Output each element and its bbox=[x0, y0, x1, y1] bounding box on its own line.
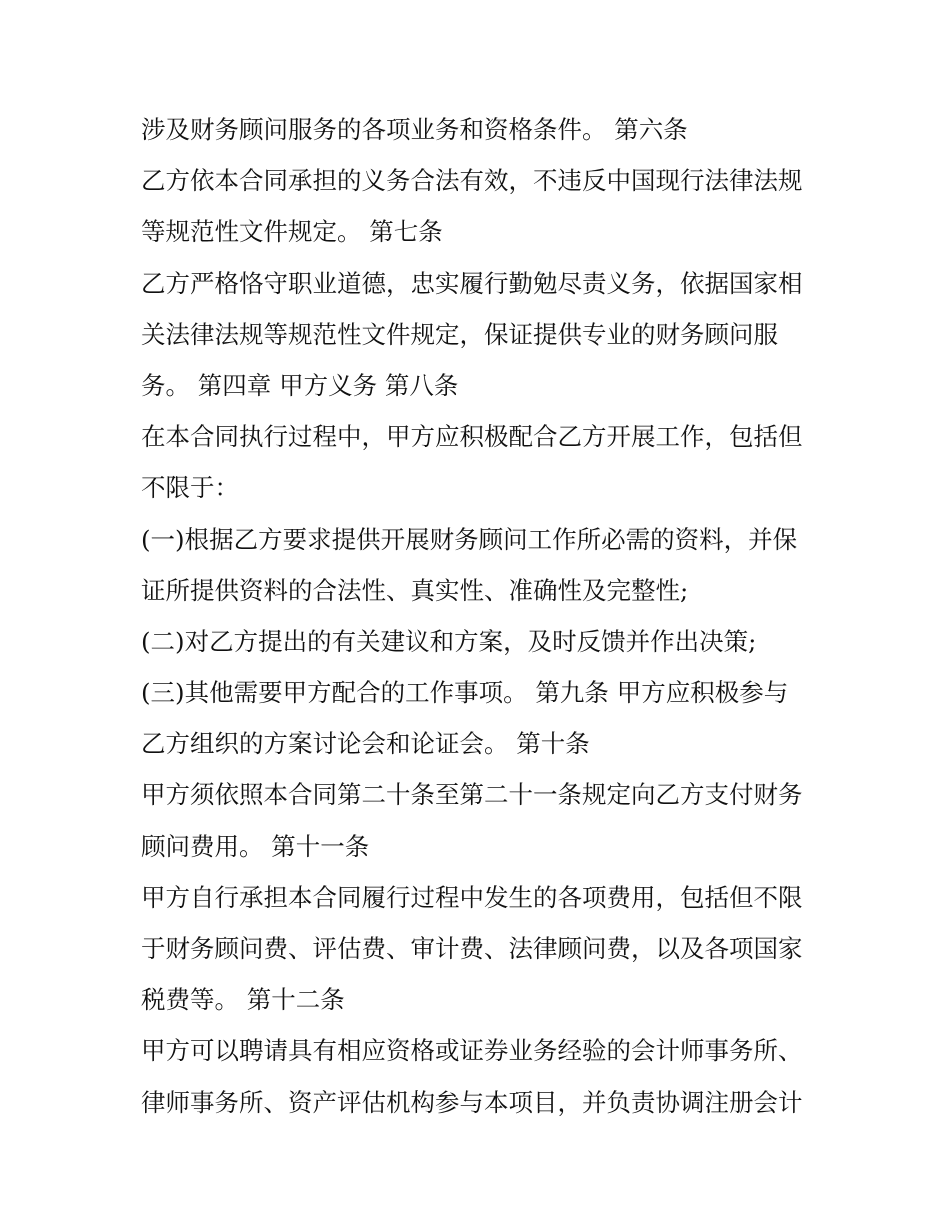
text-line: 于财务顾问费、评估费、审计费、法律顾问费，以及各项国家 bbox=[141, 934, 803, 963]
text-line: 不限于： bbox=[141, 473, 239, 503]
text-line: (一)根据乙方要求提供开展财务顾问工作所必需的资料，并保 bbox=[141, 524, 798, 554]
text-line: (三)其他需要甲方配合的工作事项。 第九条 甲方应积极参与 bbox=[141, 678, 789, 708]
text-line: (二)对乙方提出的有关建议和方案，及时反馈并作出决策; bbox=[141, 626, 757, 656]
text-line: 涉及财务顾问服务的各项业务和资格条件。 第六条 bbox=[141, 115, 688, 144]
text-line: 乙方组织的方案讨论会和论证会。 第十条 bbox=[141, 729, 590, 759]
text-line: 乙方依本合同承担的义务合法有效，不违反中国现行法律法规 bbox=[141, 166, 803, 196]
text-line: 甲方可以聘请具有相应资格或证券业务经验的会计师事务所、 bbox=[141, 1036, 803, 1066]
text-line: 顾问费用。 第十一条 bbox=[141, 831, 370, 861]
text-line: 律师事务所、资产评估机构参与本项目，并负责协调注册会计 bbox=[141, 1087, 803, 1117]
text-line: 在本合同执行过程中，甲方应积极配合乙方开展工作，包括但 bbox=[141, 422, 803, 452]
text-line: 证所提供资料的合法性、真实性、准确性及完整性; bbox=[141, 575, 689, 605]
text-line: 关法律法规等规范性文件规定，保证提供专业的财务顾问服 bbox=[141, 319, 778, 349]
text-line: 甲方须依照本合同第二十条至第二十一条规定向乙方支付财务 bbox=[141, 780, 803, 810]
text-line: 甲方自行承担本合同履行过程中发生的各项费用，包括但不限 bbox=[141, 882, 803, 912]
text-line: 税费等。 第十二条 bbox=[141, 985, 345, 1015]
text-line: 务。 第四章 甲方义务 第八条 bbox=[141, 370, 459, 400]
contract-text bbox=[141, 104, 841, 1128]
text-line: 等规范性文件规定。 第七条 bbox=[141, 217, 443, 247]
text-line: 乙方严格恪守职业道德，忠实履行勤勉尽责义务，依据国家相 bbox=[141, 268, 803, 298]
